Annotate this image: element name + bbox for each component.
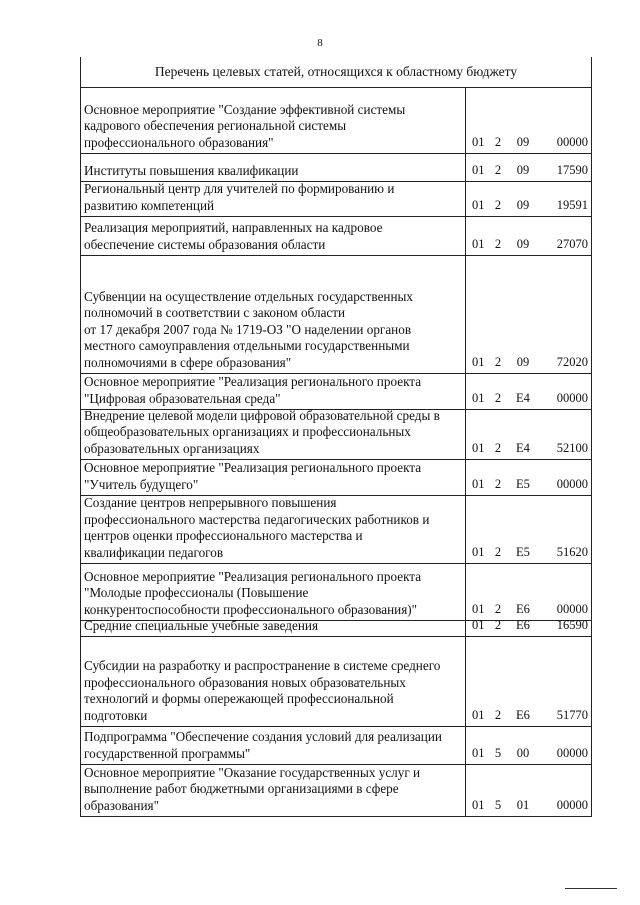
row-description xyxy=(81,407,466,459)
table-body xyxy=(80,87,592,817)
code-subprogram: 2 xyxy=(494,602,502,616)
code-program: 01 xyxy=(472,237,485,251)
description-line: Субвенции на осуществление отдельных государственных xyxy=(84,288,413,304)
page-number: 8 xyxy=(317,37,323,49)
code-program: 01 xyxy=(472,798,485,812)
description-line: Основное мероприятие "Оказание государственных услуг и xyxy=(84,764,421,780)
code-direction: 00000 xyxy=(556,477,588,491)
table-row xyxy=(80,496,592,564)
row-description xyxy=(81,88,466,153)
code-direction: 00000 xyxy=(556,391,588,405)
description-line: обеспечение системы образования области xyxy=(84,236,326,252)
code-subprogram: 2 xyxy=(494,135,502,149)
row-code xyxy=(466,88,591,153)
code-main-activity: E6 xyxy=(516,708,530,722)
code-program: 01 xyxy=(472,441,485,455)
code-program: 01 xyxy=(472,135,485,149)
description-line: общеобразовательных организациях и профессиональных xyxy=(84,424,411,439)
description-line: государственной программы" xyxy=(84,745,251,761)
description-line: Институты повышения квалификации xyxy=(84,162,299,178)
description-line: Основное мероприятие "Создание эффективной системы xyxy=(84,101,406,117)
row-description xyxy=(81,496,466,563)
row-description xyxy=(81,564,466,620)
code-subprogram: 2 xyxy=(494,477,502,491)
description-line: профессионального мастерства педагогических работников и xyxy=(84,511,430,527)
description-line: Реализация мероприятий, направленных на кадровое xyxy=(84,220,383,235)
code-main-activity: E4 xyxy=(516,441,530,455)
row-description xyxy=(81,617,466,636)
code-main-activity: E6 xyxy=(516,618,530,632)
code-main-activity: E5 xyxy=(516,477,530,491)
description-line: квалификации педагогов xyxy=(84,544,224,560)
description-line: полномочиями в сфере образования" xyxy=(84,354,292,370)
row-description xyxy=(81,374,466,409)
description-line: профессионального образования новых образовательных xyxy=(84,674,406,690)
description-line: "Цифровая образовательная среда" xyxy=(84,390,281,406)
description-line: "Учитель будущего" xyxy=(84,476,199,492)
code-program: 01 xyxy=(472,618,485,632)
code-direction: 00000 xyxy=(556,746,588,760)
code-direction: 16590 xyxy=(556,618,588,632)
description-line: Внедрение целевой модели цифровой образовательной среды в xyxy=(84,407,440,423)
code-direction: 72020 xyxy=(556,355,588,369)
description-line: развитию компетенций xyxy=(84,197,215,213)
row-code xyxy=(466,374,591,409)
table-row xyxy=(80,374,592,410)
table-heading: Перечень целевых статей, относящихся к областному бюджету xyxy=(80,57,592,87)
code-main-activity: 01 xyxy=(516,798,530,812)
row-description xyxy=(81,256,466,373)
code-subprogram: 2 xyxy=(494,391,502,405)
code-main-activity: 09 xyxy=(516,237,530,251)
code-direction: 00000 xyxy=(556,602,588,616)
table-row xyxy=(80,217,592,256)
table-row xyxy=(80,564,592,621)
description-line: Основное мероприятие "Реализация регионального проекта xyxy=(84,460,422,475)
code-main-activity: E5 xyxy=(516,545,530,559)
code-direction: 19591 xyxy=(556,198,588,212)
code-direction: 17590 xyxy=(556,163,588,177)
row-code xyxy=(466,154,591,181)
code-program: 01 xyxy=(472,355,485,369)
code-main-activity: 09 xyxy=(516,355,530,369)
table-row xyxy=(80,617,592,637)
code-main-activity: E6 xyxy=(516,602,530,616)
description-line: от 17 декабря 2007 года № 1719-ОЗ "О наделении органов xyxy=(84,321,412,337)
code-direction: 00000 xyxy=(556,135,588,149)
table-row xyxy=(80,637,592,727)
row-description xyxy=(81,765,466,816)
description-line: Основное мероприятие "Реализация регионального проекта xyxy=(84,374,422,389)
row-description xyxy=(81,727,466,764)
code-subprogram: 2 xyxy=(494,355,502,369)
code-program: 01 xyxy=(472,545,485,559)
code-subprogram: 2 xyxy=(494,198,502,212)
code-subprogram: 5 xyxy=(494,798,502,812)
code-program: 01 xyxy=(472,602,485,616)
description-line: выполнение работ бюджетными организациями в сфере xyxy=(84,781,399,796)
code-subprogram: 2 xyxy=(494,708,502,722)
description-line: образовательных организациях xyxy=(84,440,260,456)
code-program: 01 xyxy=(472,163,485,177)
row-code xyxy=(466,618,591,636)
code-subprogram: 2 xyxy=(494,441,502,455)
code-program: 01 xyxy=(472,477,485,491)
row-code xyxy=(466,496,591,563)
description-line: подготовки xyxy=(84,707,148,723)
row-description xyxy=(81,460,466,495)
code-subprogram: 2 xyxy=(494,545,502,559)
table-row xyxy=(80,727,592,765)
row-code xyxy=(466,564,591,620)
code-main-activity: 09 xyxy=(516,163,530,177)
description-line: образования" xyxy=(84,797,159,813)
row-code xyxy=(466,727,591,764)
description-line: "Молодые профессионалы (Повышение xyxy=(84,585,309,600)
code-direction: 51620 xyxy=(556,545,588,559)
code-program: 01 xyxy=(472,198,485,212)
code-main-activity: 09 xyxy=(516,135,530,149)
row-code xyxy=(466,217,591,255)
code-program: 01 xyxy=(472,391,485,405)
row-code xyxy=(466,460,591,495)
row-description xyxy=(81,154,466,181)
description-line: Создание центров непрерывного повышения xyxy=(84,495,337,510)
description-line: Региональный центр для учителей по формированию и xyxy=(84,181,395,196)
code-program: 01 xyxy=(472,746,485,760)
table-row xyxy=(80,460,592,496)
row-description xyxy=(81,637,466,726)
description-line: полномочий в соответствии с законом области xyxy=(84,305,346,320)
code-program: 01 xyxy=(472,708,485,722)
code-subprogram: 5 xyxy=(494,746,502,760)
table-row xyxy=(80,88,592,154)
table-row xyxy=(80,765,592,817)
description-line: технологий и формы опережающей профессиональной xyxy=(84,691,394,706)
code-subprogram: 2 xyxy=(494,237,502,251)
description-line: кадрового обеспечения региональной системы xyxy=(84,118,347,133)
code-direction: 27070 xyxy=(556,237,588,251)
code-main-activity: 09 xyxy=(516,198,530,212)
description-line: центров оценки профессионального мастерства и xyxy=(84,528,363,543)
table-row xyxy=(80,407,592,460)
table-row xyxy=(80,256,592,374)
description-line: профессионального образования" xyxy=(84,134,274,150)
code-direction: 00000 xyxy=(556,798,588,812)
description-line: конкурентоспособности профессионального образования)" xyxy=(84,601,418,617)
row-description xyxy=(81,182,466,216)
code-direction: 52100 xyxy=(556,441,588,455)
row-code xyxy=(466,182,591,216)
table-row xyxy=(80,182,592,217)
code-main-activity: 00 xyxy=(516,746,530,760)
code-main-activity: E4 xyxy=(516,391,530,405)
code-subprogram: 2 xyxy=(494,618,502,632)
row-code xyxy=(466,256,591,373)
footer-rule xyxy=(565,888,617,889)
description-line: Субсидии на разработку и распространение в системе среднего xyxy=(84,658,441,673)
description-line: Подпрограмма "Обеспечение создания условий для реализации xyxy=(84,729,442,744)
code-subprogram: 2 xyxy=(494,163,502,177)
code-direction: 51770 xyxy=(556,708,588,722)
description-line: Основное мероприятие "Реализация регионального проекта xyxy=(84,568,422,584)
target-articles-table xyxy=(80,57,592,817)
row-description xyxy=(81,217,466,255)
row-code xyxy=(466,410,591,459)
table-row xyxy=(80,154,592,182)
row-code xyxy=(466,765,591,816)
description-line: местного самоуправления отдельными государственными xyxy=(84,338,410,353)
row-code xyxy=(466,637,591,726)
description-line: Средние специальные учебные заведения xyxy=(84,617,319,633)
